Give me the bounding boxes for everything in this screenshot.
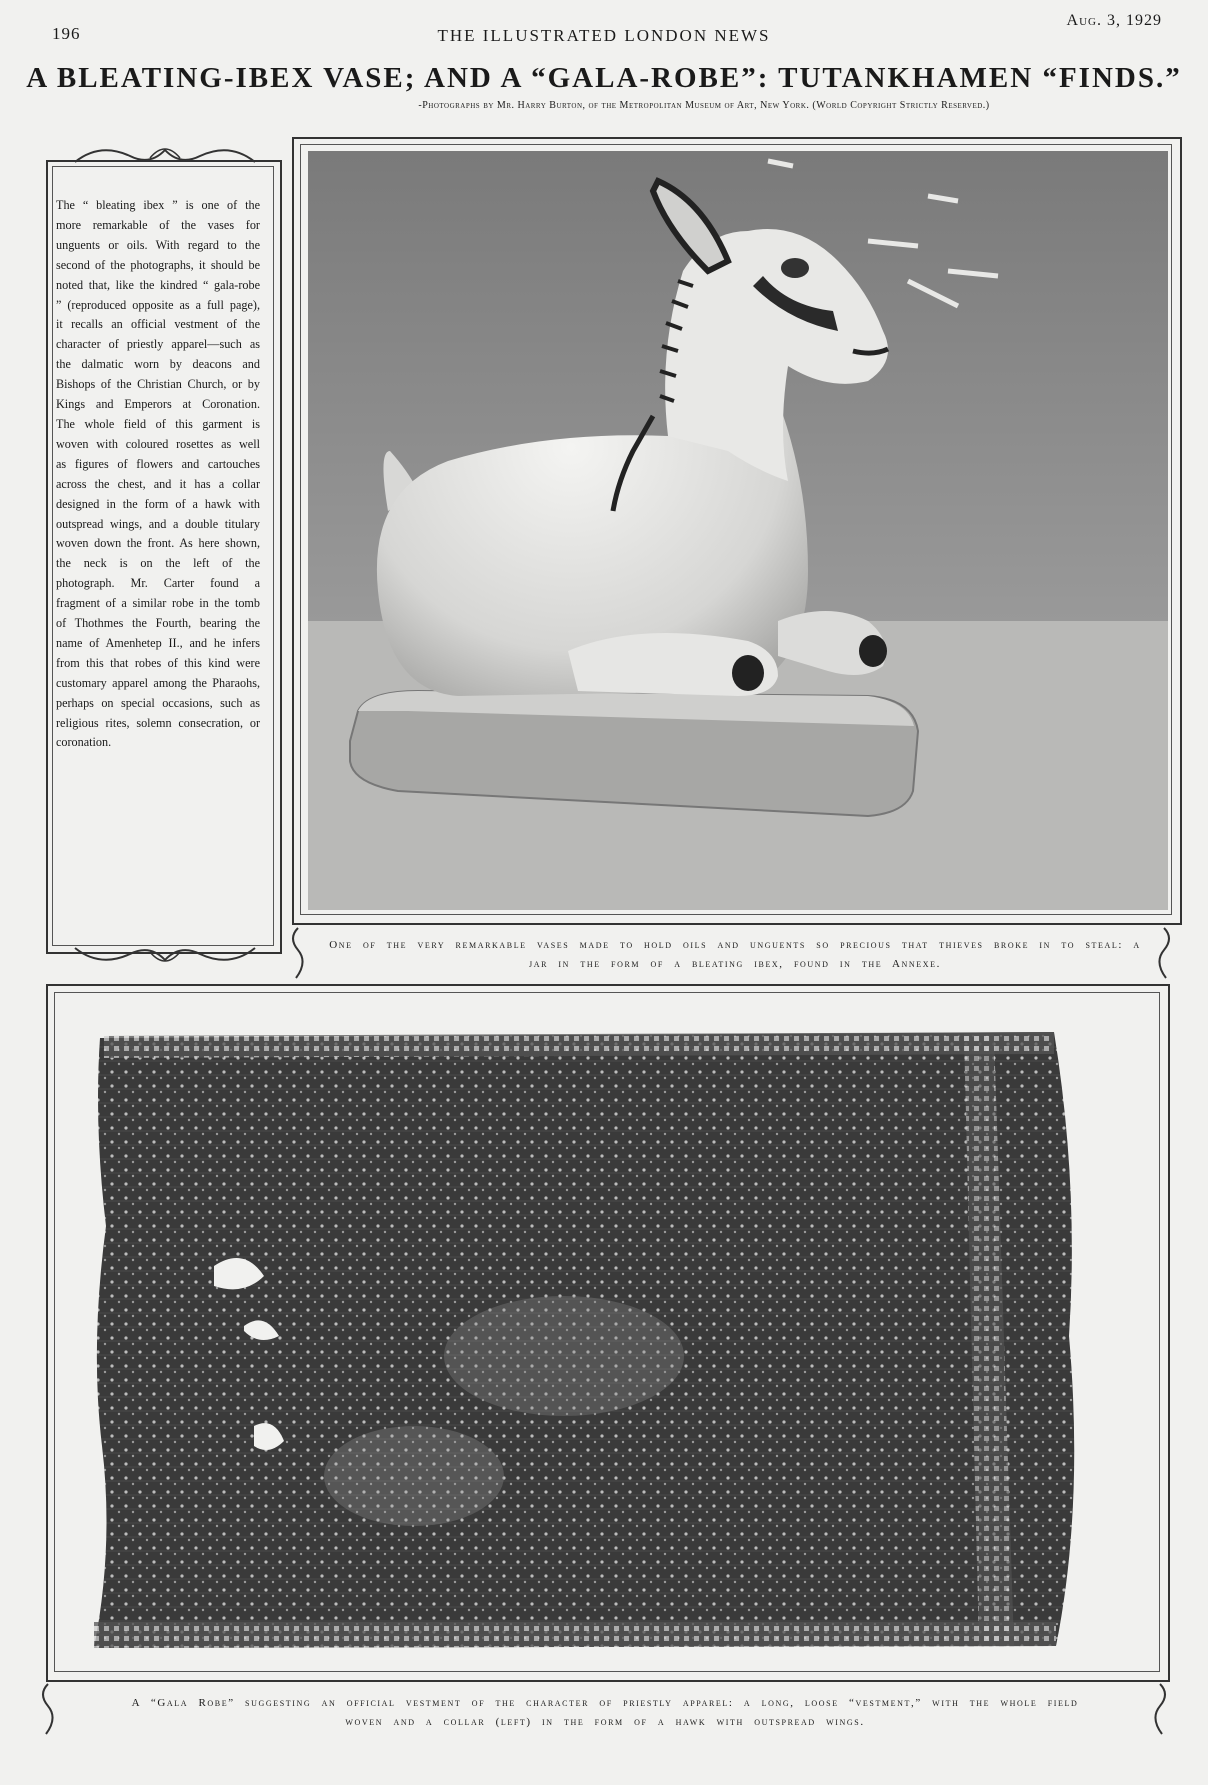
scroll-ornament-bottom <box>70 940 260 970</box>
ibex-caption: One of the very remarkable vases made to hold oils and unguents so precious that thieves broke in to steal: a jar in the form of a bleating ibex, found in the Annexe. <box>329 939 1141 970</box>
ibex-vase-photo <box>308 151 1168 910</box>
issue-date: Aug. 3, 1929 <box>1066 12 1162 29</box>
article-text: The “ bleating ibex ” is one of the more remarkable of the vases for unguents or oils. With regard to the second of the photographs, it should be noted that, like the kindred “ gala-robe ” (reproduced opposite as a full page), it recalls an official vestment of the character of priestly apparel—such as the dalmatic worn by deacons and Bishops of the Christian Church, or by Kings and Emperors at Coronation. The whole field of this garment is woven with coloured rosettes as well as figures of flowers and cartouches across the chest, and it has a collar designed in the form of a hawk with outspread wings, and a double titulary woven down the front. As here shown, the neck is on the left of the photograph. Mr. Carter found a fragment of a similar robe in the tomb of Thothmes the Fourth, bearing the name of Amenhetep II., and he infers from this that robes of this kind were customary apparel among the Pharaohs, perhaps on special occasions, such as religious rites, solemn consecration, or coronation. <box>56 198 260 750</box>
photo-credit: -Photographs by Mr. Harry Burton, of the Metropolitan Museum of Art, New York. (World Copyright Strictly Reserved.) <box>418 100 990 111</box>
caption-scroll-right-icon <box>1154 924 1176 984</box>
robe-caption: A “Gala Robe” suggesting an official vestment of the character of priestly apparel: a long, loose “vestment,” with the whole field woven and a collar (left) in the form of a hawk with outspread wings. <box>131 1697 1079 1728</box>
page-number: 196 <box>52 24 81 43</box>
caption2-scroll-left-icon <box>36 1680 58 1740</box>
scroll-ornament-top <box>70 140 260 170</box>
gala-robe-photo <box>94 1026 1094 1654</box>
caption2-scroll-right-icon <box>1150 1680 1172 1740</box>
headline: A BLEATING-IBEX VASE; AND A “GALA-ROBE”: TUTANKHAMEN “FINDS.” <box>26 62 1182 94</box>
publication-title: THE ILLUSTRATED LONDON NEWS <box>437 26 771 45</box>
caption-scroll-left-icon <box>286 924 308 984</box>
